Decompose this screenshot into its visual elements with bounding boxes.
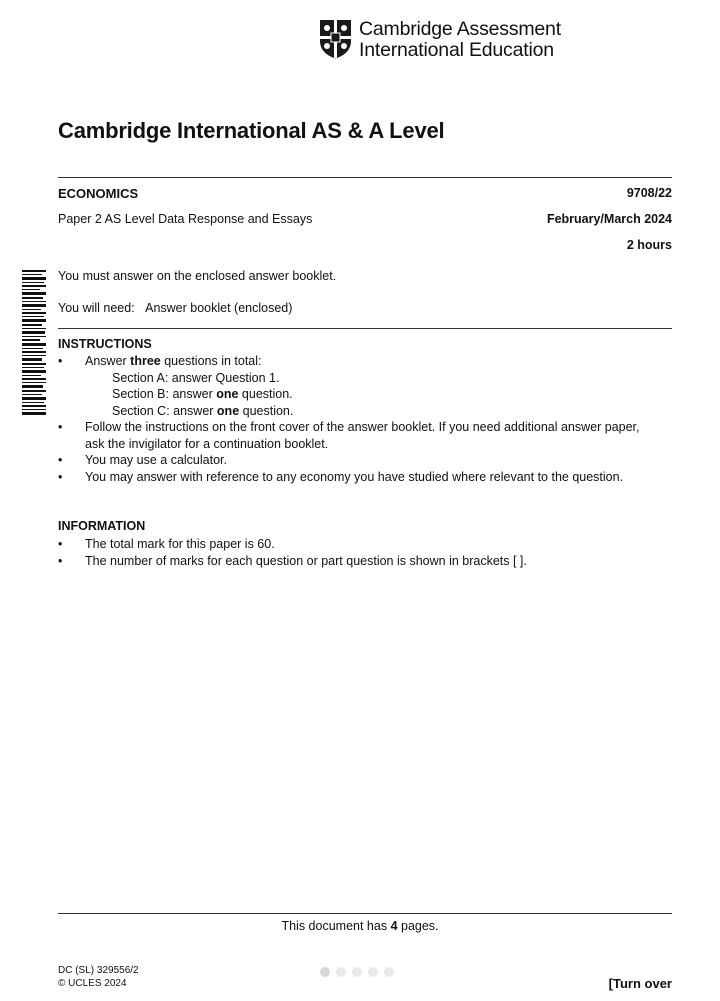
list-item (58, 452, 674, 469)
page-dot[interactable] (368, 967, 378, 977)
page-indicator[interactable] (320, 967, 394, 977)
barcode (14, 270, 46, 418)
section-a-line: Section A: answer Question 1. (112, 370, 280, 385)
bullet-icon: • (58, 453, 63, 467)
page-dot[interactable] (336, 967, 346, 977)
qualification-title: Cambridge International AS & A Level (58, 118, 445, 143)
section-text: Section B: answer (112, 387, 217, 401)
section-emphasis: one (216, 403, 240, 418)
logo-line-2: International Education (359, 39, 554, 61)
instruction-text: You may answer with reference to any economy you have studied where relevant to the question. (85, 469, 624, 484)
information-heading: INFORMATION (58, 519, 146, 533)
list-item (58, 353, 674, 419)
page-count-text: This document has (281, 919, 391, 933)
subject: ECONOMICS (58, 186, 139, 201)
document-code: DC (SL) 329556/2 (58, 965, 139, 976)
instruction-text: You may use a calculator. (85, 453, 227, 467)
bullet-icon: • (58, 354, 63, 368)
page-dot[interactable] (352, 967, 362, 977)
section-emphasis: one (216, 387, 239, 401)
instruction-text: Answer (85, 354, 131, 368)
instruction-text: ask the invigilator for a continuation booklet. (85, 436, 329, 451)
page-dot[interactable] (320, 967, 330, 977)
shield-crest-icon (319, 19, 352, 59)
page-count-number: 4 (390, 919, 398, 933)
instruction-emphasis: three (130, 354, 161, 368)
bullet-icon: • (58, 537, 63, 551)
bullet-icon: • (58, 420, 63, 434)
section-text: question. (239, 403, 294, 418)
instructions-heading: INSTRUCTIONS (58, 337, 152, 351)
section-text: question. (238, 387, 293, 401)
list-item (58, 419, 674, 452)
divider (58, 328, 672, 329)
page-dot[interactable] (384, 967, 394, 977)
divider (58, 177, 672, 178)
page-count-text: pages. (397, 919, 439, 933)
exam-session: February/March 2024 (546, 212, 672, 226)
instructions-list (58, 353, 674, 485)
list-item (58, 469, 674, 486)
cambridge-logo (319, 19, 561, 61)
page-count (0, 919, 720, 933)
bullet-icon: • (58, 469, 63, 484)
section-b-line (85, 386, 674, 403)
instruction-text: questions in total: (160, 354, 262, 368)
list-item (58, 553, 674, 570)
exam-duration: 2 hours (626, 238, 672, 252)
need-value: Answer booklet (enclosed) (145, 301, 293, 315)
information-text: The total mark for this paper is 60. (85, 537, 275, 551)
answer-note: You must answer on the enclosed answer booklet. (58, 269, 337, 283)
paper-title: Paper 2 AS Level Data Response and Essays (58, 212, 313, 226)
information-text: The number of marks for each question or part question is shown in brackets [ ]. (85, 553, 527, 568)
section-c-line (85, 403, 674, 420)
need-label: You will need: (58, 301, 135, 315)
information-list (58, 536, 674, 569)
instruction-text: Follow the instructions on the front cover of the answer booklet. If you need additional answer paper, (85, 420, 640, 434)
you-will-need (58, 301, 292, 315)
divider (58, 913, 672, 914)
list-item (58, 536, 674, 553)
section-text: Section C: answer (112, 403, 217, 418)
turn-over: [Turn over (608, 976, 672, 991)
logo-line-1: Cambridge Assessment (359, 18, 561, 40)
paper-code: 9708/22 (626, 186, 672, 200)
copyright: © UCLES 2024 (58, 978, 127, 989)
footer-codes (58, 964, 139, 990)
bullet-icon: • (58, 553, 63, 568)
